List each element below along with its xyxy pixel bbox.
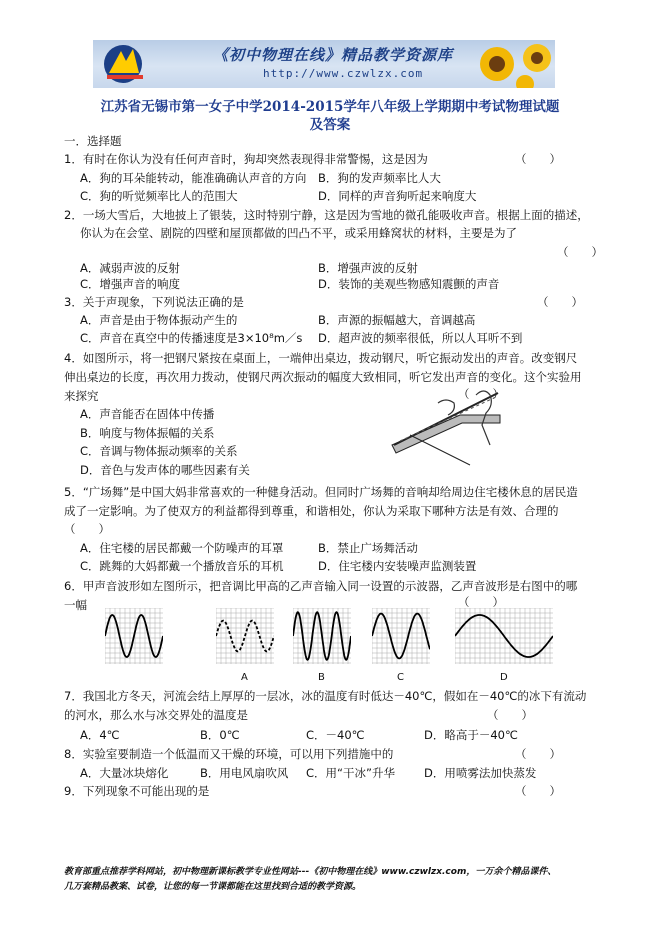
question-2-option-c: C．增强声音的响度 xyxy=(80,277,181,291)
question-6-stem-cont: 一幅 xyxy=(64,598,87,612)
question-7-stem-cont: 的河水，那么水与冰交界处的温度是 xyxy=(64,708,248,722)
question-2-option-b: B．增强声波的反射 xyxy=(318,261,418,275)
question-2-stem: 2．一场大雪后，大地披上了银装，这时特别宁静，这是因为雪地的微孔能吸收声音。根据上面的描述， xyxy=(64,208,589,222)
waveform-label-a: A xyxy=(241,672,248,683)
waveform-option-d xyxy=(455,608,553,664)
question-7-option-d: D．略高于－40℃ xyxy=(424,728,518,742)
question-8-option-d: D．用喷雾法加快蒸发 xyxy=(424,766,537,780)
question-5-answer-blank: （ ） xyxy=(64,522,110,536)
question-8-option-a: A．大量冰块熔化 xyxy=(80,766,169,780)
question-7-answer-blank: （ ） xyxy=(487,708,533,722)
waveform-label-c: C xyxy=(397,672,404,683)
question-1-option-d: D．同样的声音狗听起来响度大 xyxy=(318,189,477,203)
question-1-option-b: B．狗的发声频率比人大 xyxy=(318,171,441,185)
question-8-answer-blank: （ ） xyxy=(515,747,561,761)
question-2-answer-blank: （ ） xyxy=(557,245,603,259)
waveform-option-c xyxy=(372,608,430,664)
question-2-option-a: A．减弱声波的反射 xyxy=(80,261,180,275)
waveform-label-b: B xyxy=(318,672,325,683)
document-title-cont: 及答案 xyxy=(309,117,351,133)
question-8-option-c: C．用“干冰”升华 xyxy=(306,766,395,780)
section-heading: 一．选择题 xyxy=(64,134,122,148)
question-4-stem-end: 来探究 xyxy=(64,389,99,403)
question-2-option-d: D．装饰的美观些物感知震颤的声音 xyxy=(318,277,500,291)
waveform-option-a xyxy=(216,608,274,664)
question-5-option-b: B．禁止广场舞活动 xyxy=(318,541,418,555)
question-4-stem: 4．如图所示，将一把钢尺紧按在桌面上，一端伸出桌边，拨动钢尺，听它振动发出的声音。改变钢尺 xyxy=(64,351,578,365)
banner-title: 《初中物理在线》精品教学资源库 xyxy=(213,46,454,64)
sunflower-icon xyxy=(465,40,555,88)
waveform-label-d: D xyxy=(500,672,508,683)
question-1-option-c: C．狗的听觉频率比人的范围大 xyxy=(80,189,238,203)
question-5-stem-cont: 成了一定影响。为了使双方的利益都得到尊重，和谐相处，你认为采取下哪种方法是有效、合理的 xyxy=(64,504,559,518)
question-7-option-c: C．－40℃ xyxy=(306,728,365,742)
question-7-option-b: B．0℃ xyxy=(200,728,240,742)
question-7-option-a: A．4℃ xyxy=(80,728,120,742)
question-2-stem-cont: 你认为在会堂、剧院的四壁和屋顶都做的凹凸不平，或采用蜂窝状的材料，主要是为了 xyxy=(80,226,517,240)
question-4-option-c: C．音调与物体振动频率的关系 xyxy=(80,444,238,458)
question-7-stem: 7．我国北方冬天，河流会结上厚厚的一层冰，冰的温度有时低达－40℃，假如在－40℃的冰下有流动 xyxy=(64,689,587,703)
question-6-stem: 6．甲声音波形如左图所示，把音调比甲高的乙声音输入同一设置的示波器，乙声音波形是右图中的哪 xyxy=(64,579,578,593)
question-4-option-a: A．声音能否在固体中传播 xyxy=(80,407,215,421)
question-6-answer-blank: （ ） xyxy=(458,595,504,609)
footer-line-2: 几万套精品教案、试卷，让您的每一节课都能在这里找到合适的教学资源。 xyxy=(64,882,362,892)
question-9-stem: 9．下列现象不可能出现的是 xyxy=(64,784,210,798)
banner-url[interactable]: http://www.czwlzx.com xyxy=(263,67,424,80)
question-4-answer-blank: （ ） xyxy=(458,387,504,401)
question-3-option-a: A．声音是由于物体振动产生的 xyxy=(80,313,238,327)
question-5-option-a: A．住宅楼的居民都戴一个防噪声的耳罩 xyxy=(80,541,284,555)
question-3-option-c: C．声音在真空中的传播速度是3×10⁸m／s xyxy=(80,331,303,345)
question-5-stem: 5．“广场舞”是中国大妈非常喜欢的一种健身活动。但同时广场舞的音响却给周边住宅楼休息的居民造 xyxy=(64,485,578,499)
waveform-original xyxy=(105,608,163,664)
question-9-answer-blank: （ ） xyxy=(515,784,561,798)
question-4-stem-cont: 伸出桌边的长度，再次用力拨动，使钢尺两次振动的幅度大致相同，听它发出声音的变化。这个实验用 xyxy=(64,370,582,384)
question-8-option-b: B．用电风扇吹风 xyxy=(200,766,289,780)
footer-line-1: 教育部重点推荐学科网站，初中物理新课标教学专业性网站---《初中物理在线》www.czwlzx.com，一万余个精品课件、 xyxy=(64,867,557,877)
question-3-option-d: D．超声波的频率很低，所以人耳听不到 xyxy=(318,331,523,345)
question-5-option-d: D．住宅楼内安装噪声监测装置 xyxy=(318,559,477,573)
site-logo-icon xyxy=(99,43,151,85)
document-title: 江苏省无锡市第一女子中学2014-2015学年八年级上学期期中考试物理试题 xyxy=(100,99,560,115)
question-1-stem: 1．有时在你认为没有任何声音时，狗却突然表现得非常警惕，这是因为 xyxy=(64,152,428,166)
question-1-option-a: A．狗的耳朵能转动，能准确确认声音的方向 xyxy=(80,171,307,185)
question-1-answer-blank: （ ） xyxy=(515,152,561,166)
question-3-stem: 3．关于声现象，下列说法正确的是 xyxy=(64,295,244,309)
header-banner xyxy=(93,40,555,88)
steel-ruler-figure xyxy=(390,385,506,467)
question-5-option-c: C．跳舞的大妈都戴一个播放音乐的耳机 xyxy=(80,559,284,573)
question-3-option-b: B．声源的振幅越大，音调越高 xyxy=(318,313,476,327)
question-8-stem: 8．实验室要制造一个低温而又干燥的环境，可以用下列措施中的 xyxy=(64,747,394,761)
question-4-option-b: B．响度与物体振幅的关系 xyxy=(80,426,215,440)
question-3-answer-blank: （ ） xyxy=(537,295,583,309)
question-4-option-d: D．音色与发声体的哪些因素有关 xyxy=(80,463,250,477)
waveform-option-b xyxy=(293,608,351,664)
